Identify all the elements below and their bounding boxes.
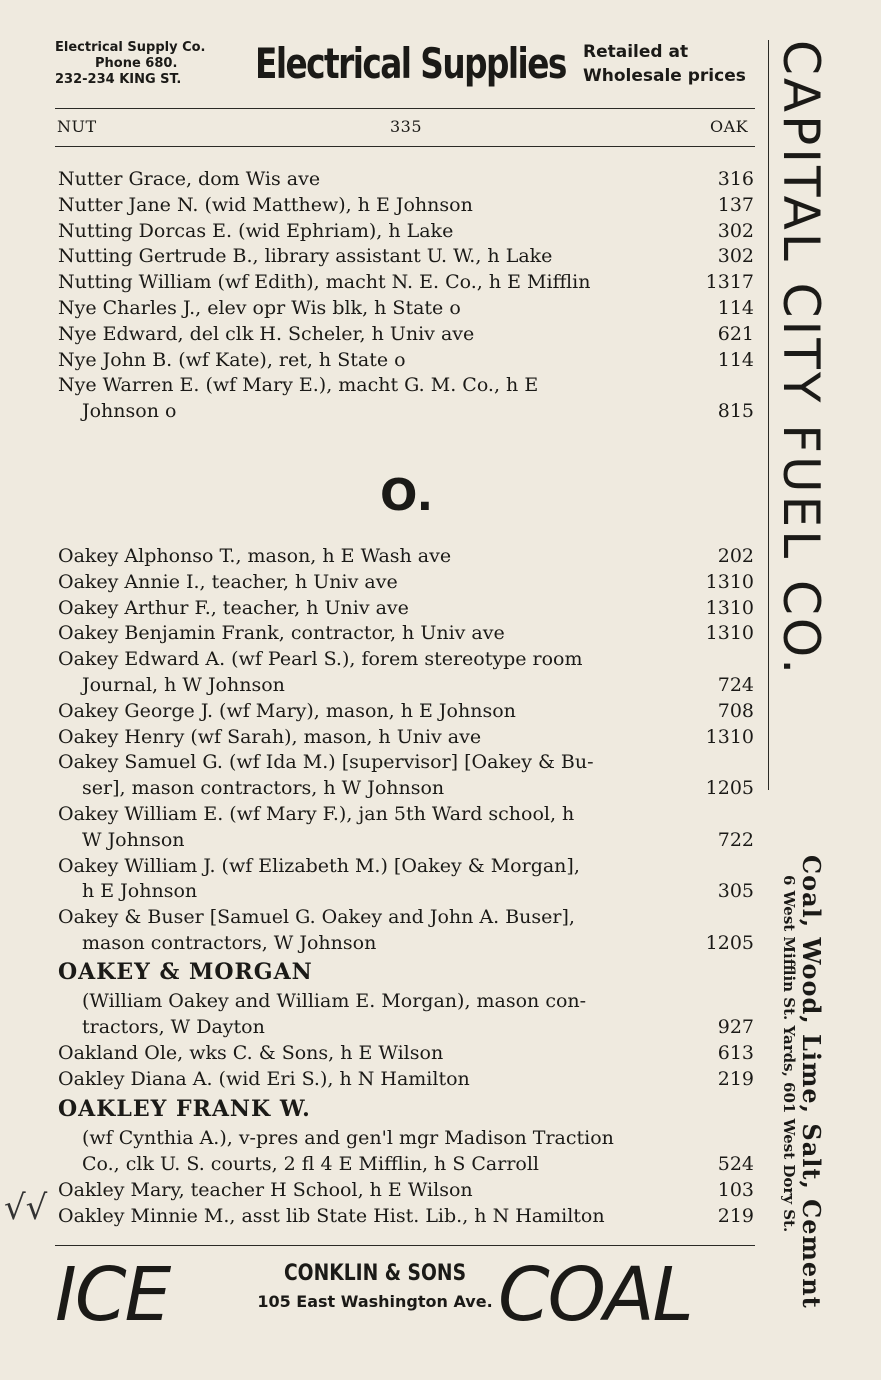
entry-house-number: 302 <box>717 245 754 268</box>
directory-entry <box>58 698 754 724</box>
entry-text: Oakley Mary, teacher H School, h E Wilson <box>58 1179 473 1201</box>
directory-entry-continuation <box>82 930 754 956</box>
oakley-frank-number: 524 <box>717 1153 754 1175</box>
header-left-guide: NUT <box>57 117 97 136</box>
ad-headline: Electrical Supplies <box>255 39 566 88</box>
ad-conklin-name: CONKLIN & SONS <box>283 1261 467 1286</box>
side-advertisement-details <box>778 855 838 1335</box>
directory-entry <box>58 1040 754 1066</box>
top-advertisement <box>55 34 755 106</box>
header-rule-bottom <box>55 146 755 147</box>
entry-house-number: 724 <box>717 674 754 696</box>
entry-house-number: 1310 <box>705 570 754 593</box>
entry-text: Nye Warren E. (wf Mary E.), macht G. M. Co., h E <box>58 374 539 397</box>
ad-address: 232-234 KING ST. <box>55 72 182 87</box>
directory-entry <box>58 904 754 930</box>
entry-text: Oakland Ole, wks C. & Sons, h E Wilson <box>58 1042 444 1064</box>
entry-text: Oakey Annie I., teacher, h Univ ave <box>58 570 398 593</box>
directory-entry <box>58 192 754 218</box>
ad-ice: ICE <box>55 1252 170 1338</box>
entry-house-number: 1310 <box>705 622 754 645</box>
directory-entry <box>58 218 754 244</box>
directory-entry <box>58 321 754 347</box>
entry-text: W Johnson <box>82 828 185 851</box>
entry-text: Oakey George J. (wf Mary), mason, h E Johnson <box>58 699 516 722</box>
entry-house-number: 219 <box>717 1204 754 1227</box>
entry-house-number: 815 <box>717 400 754 423</box>
oakey-morgan-title: OAKEY & MORGAN <box>58 959 313 985</box>
entry-house-number: 613 <box>717 1042 754 1064</box>
oakley-frank-line1: (wf Cynthia A.), v-pres and gen'l mgr Madison Traction <box>82 1127 614 1149</box>
entry-house-number: 114 <box>717 297 754 319</box>
directory-entry <box>58 595 754 621</box>
oakey-morgan-number: 927 <box>717 1016 754 1038</box>
directory-entry <box>58 347 754 373</box>
entry-house-number: 305 <box>717 880 754 903</box>
bottom-advertisement <box>55 1252 755 1338</box>
entry-house-number: 1205 <box>705 932 754 954</box>
entry-text: Oakey Henry (wf Sarah), mason, h Univ ave <box>58 725 482 748</box>
directory-entry <box>58 372 754 398</box>
handwritten-check-mark: √√ <box>4 1188 48 1228</box>
entry-text: Oakey William J. (wf Elizabeth M.) [Oakey & Morgan], <box>58 854 580 877</box>
entry-house-number: 137 <box>717 193 754 216</box>
entry-text: Oakey Arthur F., teacher, h Univ ave <box>58 596 409 619</box>
directory-entry <box>58 801 754 827</box>
directory-entry-continuation <box>82 775 754 801</box>
directory-entry <box>58 543 754 569</box>
ad-tagline <box>583 40 746 88</box>
side-ad-company: CAPITAL CITY FUEL CO. <box>772 40 830 678</box>
entry-text: Oakey Alphonso T., mason, h E Wash ave <box>58 545 452 567</box>
side-ad-rule <box>768 40 769 790</box>
directory-entry <box>58 620 754 646</box>
oakey-morgan-line2: tractors, W Dayton 927 <box>82 1016 754 1038</box>
entry-house-number: 202 <box>717 545 754 567</box>
directory-entry <box>58 269 754 295</box>
directory-entry <box>58 749 754 775</box>
entry-text: h E Johnson <box>82 880 198 903</box>
entry-text: Oakey & Buser [Samuel G. Oakey and John A. Buser], <box>58 906 575 929</box>
directory-entry <box>58 1177 754 1203</box>
directory-entry <box>58 724 754 750</box>
entry-text: Oakey Samuel G. (wf Ida M.) [supervisor] [Oakey & Bu- <box>58 751 594 774</box>
entry-house-number: 1205 <box>705 777 754 800</box>
directory-entry-continuation <box>82 672 754 698</box>
directory-entry-continuation <box>82 827 754 853</box>
ad-coal: COAL <box>498 1252 692 1338</box>
entry-house-number: 708 <box>717 699 754 722</box>
entry-text: Nutting William (wf Edith), macht N. E. Co., h E Mifflin <box>58 271 591 294</box>
entry-text: Oakey Edward A. (wf Pearl S.), forem stereotype room <box>58 648 583 671</box>
directory-entry <box>58 295 754 321</box>
entry-text: Nutter Grace, dom Wis ave <box>58 168 321 190</box>
oakley-frank-line2: Co., clk U. S. courts, 2 fl 4 E Mifflin, h S Carroll 524 <box>82 1153 754 1175</box>
oakley-frank-title: OAKLEY FRANK W. <box>58 1096 311 1122</box>
entry-house-number: 621 <box>717 322 754 345</box>
entry-house-number: 316 <box>717 168 754 190</box>
entry-text: Nutting Gertrude B., library assistant U. W., h Lake <box>58 245 553 268</box>
entry-text: Nye John B. (wf Kate), ret, h State o <box>58 348 406 371</box>
entry-text: Nutting Dorcas E. (wid Ephriam), h Lake <box>58 219 454 242</box>
section-letter: O. <box>380 470 434 521</box>
entry-house-number: 302 <box>717 219 754 242</box>
entry-house-number: 722 <box>717 828 754 851</box>
header-rule-top <box>55 108 755 109</box>
side-ad-addresses: 6 West Mifflin St. Yards, 601 West Dory St. <box>780 875 798 1233</box>
directory-entry <box>58 646 754 672</box>
ad-tagline-line1: Retailed at <box>583 42 689 62</box>
entry-house-number: 1317 <box>705 271 754 294</box>
directory-entry <box>58 1066 754 1092</box>
directory-entry <box>58 853 754 879</box>
entry-text: Journal, h W Johnson <box>82 674 285 696</box>
ad-tagline-line2: Wholesale prices <box>583 66 746 86</box>
side-ad-products: Coal, Wood, Lime, Salt, Cement <box>797 855 826 1309</box>
entry-text: Nye Edward, del clk H. Scheler, h Univ ave <box>58 322 475 345</box>
directory-entry <box>58 1203 754 1229</box>
entry-house-number: 219 <box>717 1067 754 1090</box>
directory-entry-continuation <box>82 398 754 424</box>
entry-text: ser], mason contractors, h W Johnson <box>82 777 445 800</box>
oakey-morgan-line1: (William Oakey and William E. Morgan), mason con- <box>82 990 587 1012</box>
entry-text: Oakley Diana A. (wid Eri S.), h N Hamilton <box>58 1067 470 1090</box>
directory-entry <box>58 166 754 192</box>
page-number: 335 <box>390 117 423 136</box>
directory-entry <box>58 569 754 595</box>
directory-entry-continuation <box>82 878 754 904</box>
side-advertisement <box>770 40 830 800</box>
footer-rule <box>55 1245 755 1246</box>
entry-text: Nye Charles J., elev opr Wis blk, h State o <box>58 297 461 319</box>
ad-company-name: Electrical Supply Co. <box>55 40 206 55</box>
entry-text: mason contractors, W Johnson <box>82 932 377 954</box>
entry-house-number: 1310 <box>705 596 754 619</box>
entry-house-number: 1310 <box>705 725 754 748</box>
entry-text: Nutter Jane N. (wid Matthew), h E Johnson <box>58 193 473 216</box>
entry-text: Oakey Benjamin Frank, contractor, h Univ ave <box>58 622 505 645</box>
entry-house-number: 103 <box>717 1179 754 1201</box>
ad-phone: Phone 680. <box>95 56 178 71</box>
directory-entry <box>58 243 754 269</box>
entry-text: Oakey William E. (wf Mary F.), jan 5th Ward school, h <box>58 803 575 825</box>
ad-company-block <box>55 40 206 88</box>
header-right-guide: OAK <box>710 117 749 136</box>
entry-house-number: 114 <box>717 348 754 371</box>
entry-text: Johnson o <box>82 400 177 423</box>
entry-text: Oakley Minnie M., asst lib State Hist. Lib., h N Hamilton <box>58 1204 605 1227</box>
ad-conklin-address: 105 East Washington Ave. <box>257 1292 493 1311</box>
